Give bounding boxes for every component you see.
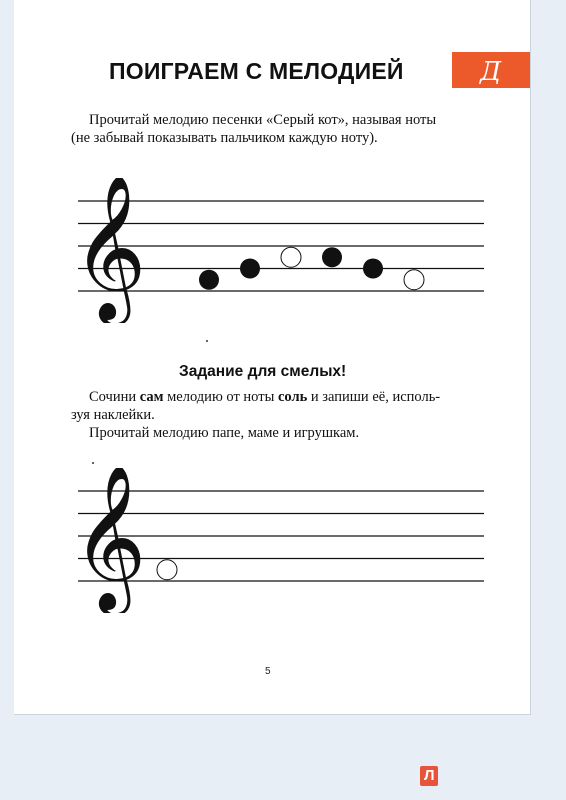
music-staff-2 [64, 468, 484, 613]
section-badge [452, 52, 530, 88]
note-filled [322, 247, 342, 267]
exercise1-line1: Прочитай мелодию песенки «Серый кот», называя ноты [89, 112, 437, 128]
labirint-logo-icon: Л [420, 766, 438, 786]
print-speck [206, 340, 208, 342]
print-speck [92, 462, 94, 464]
page-title: ПОИГРАЕМ С МЕЛОДИЕЙ [109, 58, 404, 84]
book-page [14, 0, 531, 715]
exercise1-line2: (не забывай показывать пальчиком каждую ноту). [71, 130, 378, 146]
music-staff-1 [64, 178, 484, 323]
note-filled [199, 270, 219, 290]
letter-d-badge-icon [452, 52, 530, 88]
svg-text:Д: Д [480, 57, 502, 87]
task-paragraph-2: Прочитай мелодию папе, маме и игрушкам. [89, 425, 360, 441]
note-open [281, 247, 301, 267]
task-paragraph-1: Сочини сам мелодию от ноты соль и запиши её, исполь- [89, 389, 441, 405]
note-open [404, 270, 424, 290]
page-number: 5 [265, 666, 271, 677]
treble-clef-icon: 𝄞 [72, 468, 147, 610]
task-paragraph-1-line2: зуя наклейки. [71, 407, 155, 423]
note-filled [363, 259, 383, 279]
note-filled [240, 259, 260, 279]
task-title: Задание для смелых! [179, 363, 347, 380]
treble-clef-icon: 𝄞 [72, 178, 147, 320]
note-open [157, 560, 177, 580]
